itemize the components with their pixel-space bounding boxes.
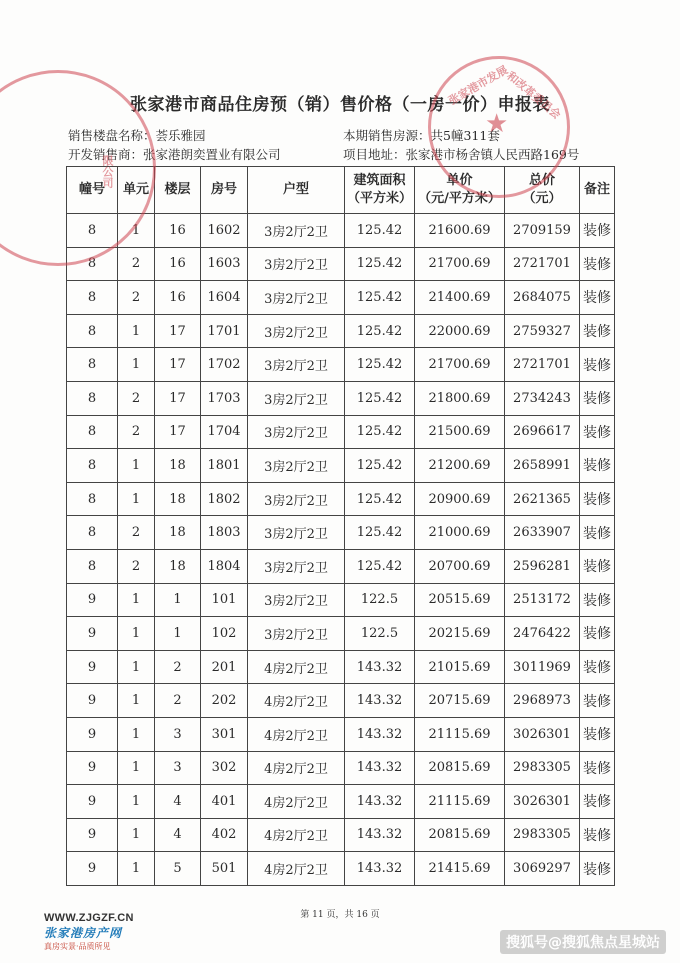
table-cell: 8 bbox=[67, 381, 118, 415]
table-cell: 4 bbox=[155, 818, 201, 852]
table-cell: 18 bbox=[155, 482, 201, 516]
table-cell: 装修 bbox=[580, 617, 615, 651]
table-cell: 1804 bbox=[201, 549, 248, 583]
table-cell: 125.42 bbox=[345, 549, 415, 583]
site-logo[interactable] bbox=[44, 912, 154, 952]
table-cell: 3房2厅2卫 bbox=[248, 583, 345, 617]
table-cell: 3026301 bbox=[505, 717, 580, 751]
table-cell: 1 bbox=[118, 684, 155, 718]
table-cell: 17 bbox=[155, 415, 201, 449]
table-cell: 125.42 bbox=[345, 281, 415, 315]
table-cell: 装修 bbox=[580, 247, 615, 281]
table-cell: 21115.69 bbox=[415, 785, 505, 819]
table-cell: 2696617 bbox=[505, 415, 580, 449]
table-cell: 21115.69 bbox=[415, 717, 505, 751]
table-cell: 21200.69 bbox=[415, 449, 505, 483]
developer-line bbox=[68, 145, 281, 163]
seal-star-icon: ★ bbox=[485, 109, 509, 139]
table-cell: 装修 bbox=[580, 852, 615, 886]
units-label: 本期销售房源： bbox=[343, 128, 431, 143]
table-cell: 1 bbox=[118, 449, 155, 483]
table-cell: 3026301 bbox=[505, 785, 580, 819]
table-cell: 302 bbox=[201, 751, 248, 785]
table-cell: 22000.69 bbox=[415, 314, 505, 348]
table-cell: 143.32 bbox=[345, 818, 415, 852]
table-cell: 2658991 bbox=[505, 449, 580, 483]
table-cell: 143.32 bbox=[345, 751, 415, 785]
table-cell: 8 bbox=[67, 549, 118, 583]
price-table bbox=[66, 166, 615, 886]
column-header bbox=[415, 167, 505, 214]
table-cell: 101 bbox=[201, 583, 248, 617]
table-cell: 1701 bbox=[201, 314, 248, 348]
project-name-label: 销售楼盘名称： bbox=[68, 128, 156, 143]
table-cell: 8 bbox=[67, 449, 118, 483]
table-cell: 2734243 bbox=[505, 381, 580, 415]
project-name-value: 荟乐雅园 bbox=[155, 128, 206, 143]
table-cell: 402 bbox=[201, 818, 248, 852]
table-cell: 装修 bbox=[580, 281, 615, 315]
table-cell: 1 bbox=[155, 583, 201, 617]
table-cell: 21415.69 bbox=[415, 852, 505, 886]
table-cell: 8 bbox=[67, 482, 118, 516]
table-cell: 2 bbox=[118, 415, 155, 449]
table-cell: 3房2厅2卫 bbox=[248, 381, 345, 415]
table-row bbox=[67, 247, 615, 281]
table-row bbox=[67, 852, 615, 886]
project-name-line bbox=[68, 126, 206, 144]
table-cell: 3011969 bbox=[505, 650, 580, 684]
table-cell: 18 bbox=[155, 549, 201, 583]
right-seal-text: 张家港市发展 bbox=[446, 63, 511, 108]
table-cell: 1 bbox=[155, 617, 201, 651]
table-cell: 1703 bbox=[201, 381, 248, 415]
table-row bbox=[67, 785, 615, 819]
table-cell: 装修 bbox=[580, 717, 615, 751]
table-cell: 202 bbox=[201, 684, 248, 718]
table-cell: 1 bbox=[118, 583, 155, 617]
table-cell: 1 bbox=[118, 717, 155, 751]
table-row bbox=[67, 482, 615, 516]
table-row bbox=[67, 516, 615, 550]
table-row bbox=[67, 818, 615, 852]
column-header bbox=[505, 167, 580, 214]
table-row bbox=[67, 684, 615, 718]
table-cell: 2721701 bbox=[505, 247, 580, 281]
table-cell: 20700.69 bbox=[415, 549, 505, 583]
table-cell: 4房2厅2卫 bbox=[248, 684, 345, 718]
table-cell: 9 bbox=[67, 751, 118, 785]
logo-url: WWW.ZJGZF.CN bbox=[44, 912, 134, 924]
table-cell: 125.42 bbox=[345, 482, 415, 516]
table-cell: 122.5 bbox=[345, 583, 415, 617]
column-header-unit: （元） bbox=[522, 191, 562, 206]
table-cell: 装修 bbox=[580, 348, 615, 382]
column-header-label: 建筑面积 bbox=[353, 173, 406, 188]
table-cell: 1602 bbox=[201, 214, 248, 248]
table-cell: 125.42 bbox=[345, 381, 415, 415]
table-cell: 16 bbox=[155, 281, 201, 315]
table-body bbox=[67, 214, 615, 886]
table-row bbox=[67, 751, 615, 785]
table-cell: 3房2厅2卫 bbox=[248, 449, 345, 483]
table-cell: 装修 bbox=[580, 751, 615, 785]
table-cell: 4房2厅2卫 bbox=[248, 818, 345, 852]
table-row bbox=[67, 650, 615, 684]
table-cell: 20715.69 bbox=[415, 684, 505, 718]
table-cell: 20515.69 bbox=[415, 583, 505, 617]
table-row bbox=[67, 549, 615, 583]
table-cell: 21400.69 bbox=[415, 281, 505, 315]
column-header bbox=[201, 167, 248, 214]
table-cell: 8 bbox=[67, 314, 118, 348]
table-cell: 3房2厅2卫 bbox=[248, 314, 345, 348]
table-cell: 21600.69 bbox=[415, 214, 505, 248]
table-cell: 20815.69 bbox=[415, 751, 505, 785]
table-cell: 2709159 bbox=[505, 214, 580, 248]
table-cell: 1 bbox=[118, 785, 155, 819]
table-cell: 125.42 bbox=[345, 247, 415, 281]
developer-label: 开发销售商： bbox=[68, 147, 144, 162]
table-cell: 装修 bbox=[580, 482, 615, 516]
table-cell: 4房2厅2卫 bbox=[248, 852, 345, 886]
column-header bbox=[118, 167, 155, 214]
table-cell: 1801 bbox=[201, 449, 248, 483]
table-cell: 9 bbox=[67, 650, 118, 684]
table-cell: 16 bbox=[155, 247, 201, 281]
column-header-unit: （元/平方米） bbox=[418, 191, 501, 206]
table-cell: 9 bbox=[67, 818, 118, 852]
table-cell: 1 bbox=[118, 617, 155, 651]
table-cell: 9 bbox=[67, 684, 118, 718]
table-cell: 4 bbox=[155, 785, 201, 819]
table-cell: 2621365 bbox=[505, 482, 580, 516]
table-cell: 143.32 bbox=[345, 650, 415, 684]
page-number: 第 11 页，共 16 页 bbox=[300, 910, 380, 920]
table-cell: 2633907 bbox=[505, 516, 580, 550]
table-cell: 17 bbox=[155, 348, 201, 382]
table-cell: 装修 bbox=[580, 818, 615, 852]
column-header-label: 幢号 bbox=[78, 182, 105, 197]
table-cell: 2968973 bbox=[505, 684, 580, 718]
table-cell: 9 bbox=[67, 583, 118, 617]
table-cell: 装修 bbox=[580, 381, 615, 415]
table-row bbox=[67, 617, 615, 651]
table-cell: 2 bbox=[155, 650, 201, 684]
table-cell: 102 bbox=[201, 617, 248, 651]
table-cell: 4房2厅2卫 bbox=[248, 650, 345, 684]
table-cell: 125.42 bbox=[345, 214, 415, 248]
table-row bbox=[67, 348, 615, 382]
table-cell: 2 bbox=[118, 247, 155, 281]
table-cell: 1 bbox=[118, 852, 155, 886]
watermark: 搜狐号@搜狐焦点星城站 bbox=[500, 930, 666, 954]
table-cell: 2596281 bbox=[505, 549, 580, 583]
table-cell: 18 bbox=[155, 449, 201, 483]
table-cell: 2 bbox=[118, 381, 155, 415]
table-cell: 1 bbox=[118, 348, 155, 382]
table-cell: 1702 bbox=[201, 348, 248, 382]
table-cell: 8 bbox=[67, 516, 118, 550]
table-cell: 21800.69 bbox=[415, 381, 505, 415]
table-cell: 3房2厅2卫 bbox=[248, 516, 345, 550]
table-cell: 3房2厅2卫 bbox=[248, 482, 345, 516]
table-cell: 3房2厅2卫 bbox=[248, 415, 345, 449]
column-header-label: 总价 bbox=[528, 173, 555, 188]
table-cell: 9 bbox=[67, 785, 118, 819]
table-cell: 1604 bbox=[201, 281, 248, 315]
table-cell: 2983305 bbox=[505, 818, 580, 852]
table-cell: 8 bbox=[67, 247, 118, 281]
table-row bbox=[67, 381, 615, 415]
table-cell: 4房2厅2卫 bbox=[248, 751, 345, 785]
table-cell: 301 bbox=[201, 717, 248, 751]
table-cell: 1704 bbox=[201, 415, 248, 449]
table-cell: 125.42 bbox=[345, 348, 415, 382]
column-header bbox=[248, 167, 345, 214]
table-row bbox=[67, 281, 615, 315]
table-row bbox=[67, 314, 615, 348]
table-cell: 1 bbox=[118, 818, 155, 852]
right-seal-text-2: 和改革委员会 bbox=[504, 69, 564, 122]
address-label: 项目地址： bbox=[343, 147, 406, 162]
column-header-label: 房号 bbox=[210, 182, 237, 197]
column-header-label: 楼层 bbox=[164, 182, 191, 197]
table-cell: 8 bbox=[67, 415, 118, 449]
table-cell: 18 bbox=[155, 516, 201, 550]
table-cell: 2 bbox=[118, 281, 155, 315]
table-cell: 8 bbox=[67, 348, 118, 382]
table-cell: 122.5 bbox=[345, 617, 415, 651]
table-cell: 装修 bbox=[580, 684, 615, 718]
table-cell: 21015.69 bbox=[415, 650, 505, 684]
table-cell: 17 bbox=[155, 314, 201, 348]
table-cell: 2476422 bbox=[505, 617, 580, 651]
table-cell: 装修 bbox=[580, 314, 615, 348]
address-line bbox=[343, 145, 579, 163]
table-cell: 5 bbox=[155, 852, 201, 886]
table-row bbox=[67, 415, 615, 449]
table-cell: 9 bbox=[67, 852, 118, 886]
table-cell: 装修 bbox=[580, 449, 615, 483]
table-header-row bbox=[67, 167, 615, 214]
table-cell: 1 bbox=[118, 314, 155, 348]
table-cell: 2 bbox=[118, 516, 155, 550]
units-line bbox=[343, 126, 500, 144]
column-header bbox=[67, 167, 118, 214]
table-row bbox=[67, 449, 615, 483]
table-cell: 3房2厅2卫 bbox=[248, 281, 345, 315]
table-cell: 3房2厅2卫 bbox=[248, 247, 345, 281]
table-cell: 2 bbox=[155, 684, 201, 718]
table-cell: 1 bbox=[118, 214, 155, 248]
table-cell: 1 bbox=[118, 751, 155, 785]
document-title: 张家港市商品住房预（销）售价格（一房一价）申报表 bbox=[130, 95, 550, 115]
column-header-label: 单价 bbox=[446, 173, 473, 188]
table-cell: 2759327 bbox=[505, 314, 580, 348]
column-header bbox=[580, 167, 615, 214]
table-cell: 17 bbox=[155, 381, 201, 415]
table-cell: 125.42 bbox=[345, 314, 415, 348]
table-cell: 2 bbox=[118, 549, 155, 583]
table-cell: 4房2厅2卫 bbox=[248, 717, 345, 751]
table-cell: 8 bbox=[67, 281, 118, 315]
table-cell: 143.32 bbox=[345, 684, 415, 718]
table-cell: 3069297 bbox=[505, 852, 580, 886]
table-cell: 8 bbox=[67, 214, 118, 248]
developer-value: 张家港朗奕置业有限公司 bbox=[143, 147, 281, 162]
table-cell: 9 bbox=[67, 617, 118, 651]
table-cell: 401 bbox=[201, 785, 248, 819]
logo-slogan: 真房实景·品质所见 bbox=[44, 942, 111, 951]
table-cell: 装修 bbox=[580, 583, 615, 617]
table-cell: 20815.69 bbox=[415, 818, 505, 852]
table-row bbox=[67, 214, 615, 248]
table-row bbox=[67, 583, 615, 617]
table-cell: 501 bbox=[201, 852, 248, 886]
table-cell: 3房2厅2卫 bbox=[248, 617, 345, 651]
table-cell: 1603 bbox=[201, 247, 248, 281]
table-cell: 1802 bbox=[201, 482, 248, 516]
table-cell: 3房2厅2卫 bbox=[248, 214, 345, 248]
column-header bbox=[345, 167, 415, 214]
table-cell: 21000.69 bbox=[415, 516, 505, 550]
left-seal-text: 限公司 bbox=[101, 155, 114, 188]
table-cell: 143.32 bbox=[345, 785, 415, 819]
units-value: 共5幢311套 bbox=[430, 128, 500, 143]
table-cell: 21700.69 bbox=[415, 247, 505, 281]
table-cell: 2983305 bbox=[505, 751, 580, 785]
column-header bbox=[155, 167, 201, 214]
table-cell: 2513172 bbox=[505, 583, 580, 617]
table-cell: 1 bbox=[118, 482, 155, 516]
table-cell: 201 bbox=[201, 650, 248, 684]
table-cell: 3 bbox=[155, 751, 201, 785]
table-cell: 3 bbox=[155, 717, 201, 751]
table-cell: 143.32 bbox=[345, 717, 415, 751]
table-cell: 143.32 bbox=[345, 852, 415, 886]
table-cell: 装修 bbox=[580, 214, 615, 248]
table-cell: 21700.69 bbox=[415, 348, 505, 382]
table-cell: 125.42 bbox=[345, 516, 415, 550]
table-cell: 1 bbox=[118, 650, 155, 684]
table-cell: 装修 bbox=[580, 516, 615, 550]
table-cell: 1803 bbox=[201, 516, 248, 550]
table-cell: 装修 bbox=[580, 549, 615, 583]
logo-brand: 张家港房产网 bbox=[44, 926, 123, 940]
table-cell: 2721701 bbox=[505, 348, 580, 382]
table-cell: 装修 bbox=[580, 415, 615, 449]
table-cell: 3房2厅2卫 bbox=[248, 549, 345, 583]
address-value: 张家港市杨舍镇人民西路169号 bbox=[405, 147, 580, 162]
column-header-unit: （平方米） bbox=[346, 191, 412, 206]
table-cell: 20215.69 bbox=[415, 617, 505, 651]
column-header-label: 单元 bbox=[122, 182, 149, 197]
table-cell: 装修 bbox=[580, 785, 615, 819]
table-cell: 9 bbox=[67, 717, 118, 751]
table-cell: 21500.69 bbox=[415, 415, 505, 449]
table-cell: 装修 bbox=[580, 650, 615, 684]
table-cell: 2684075 bbox=[505, 281, 580, 315]
table-cell: 20900.69 bbox=[415, 482, 505, 516]
column-header-label: 备注 bbox=[583, 182, 610, 197]
table-cell: 16 bbox=[155, 214, 201, 248]
column-header-label: 户型 bbox=[282, 182, 309, 197]
table-cell: 3房2厅2卫 bbox=[248, 348, 345, 382]
table-cell: 4房2厅2卫 bbox=[248, 785, 345, 819]
table-cell: 125.42 bbox=[345, 449, 415, 483]
table-cell: 125.42 bbox=[345, 415, 415, 449]
table-row bbox=[67, 717, 615, 751]
